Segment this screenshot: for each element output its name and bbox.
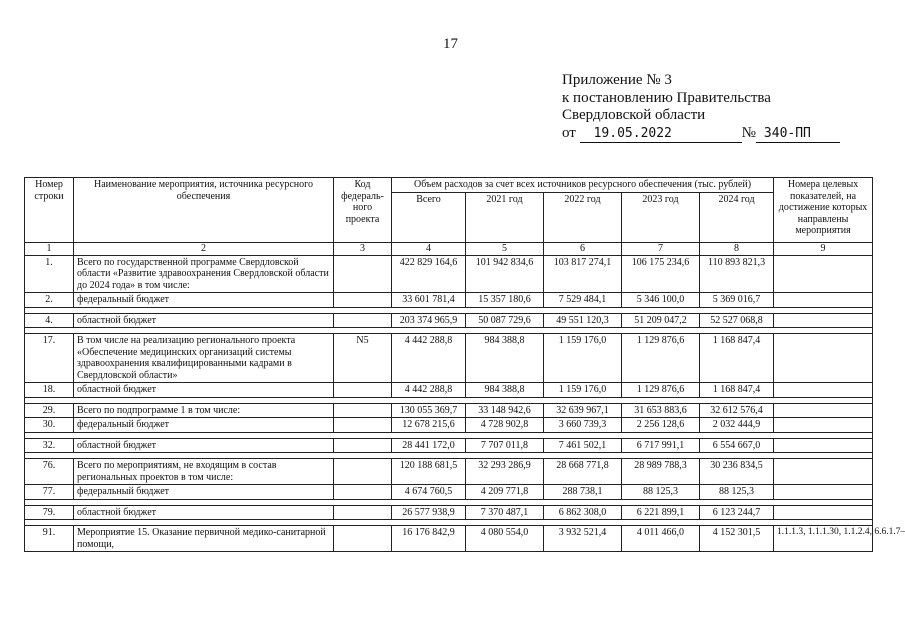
row-2022-cell: 288 738,1	[544, 485, 622, 500]
row-2023-cell: 1 129 876,6	[622, 334, 700, 383]
row-2024-cell: 1 168 847,4	[700, 334, 774, 383]
row-2022-cell: 7 461 502,1	[544, 438, 622, 453]
row-number-cell: 29.	[25, 403, 74, 418]
row-total-cell: 28 441 172,0	[392, 438, 466, 453]
row-2023-cell: 2 256 128,6	[622, 418, 700, 433]
row-total-cell: 26 577 938,9	[392, 505, 466, 520]
header-row-num: Номер строки	[25, 178, 74, 243]
row-name-cell: Всего по государственной программе Свердловской области «Развитие здравоохранения Свердловской области до 2024 года» в том числе:	[74, 255, 334, 293]
header-name: Наименование мероприятия, источника ресурсного обеспечения	[74, 178, 334, 243]
row-name-cell: Мероприятие 15. Оказание первичной медико-санитарной помощи,	[74, 526, 334, 552]
row-2023-cell: 6 221 899,1	[622, 505, 700, 520]
column-index-row	[25, 242, 873, 255]
row-total-cell: 4 442 288,8	[392, 334, 466, 383]
col-index: 6	[544, 242, 622, 255]
row-code-cell	[334, 383, 392, 398]
table-row	[25, 293, 873, 308]
row-name-cell: областной бюджет	[74, 383, 334, 398]
table-row	[25, 418, 873, 433]
row-2022-cell: 1 159 176,0	[544, 383, 622, 398]
row-code-cell	[334, 255, 392, 293]
row-number-cell: 2.	[25, 293, 74, 308]
row-code-cell	[334, 438, 392, 453]
header-total: Всего	[392, 192, 466, 242]
row-targets-cell	[774, 418, 873, 433]
row-targets-cell	[774, 485, 873, 500]
row-targets-cell: 1.1.1.3, 1.1.1.30, 1.1.2.4, 6.6.1.7–	[774, 526, 873, 552]
row-number-cell: 1.	[25, 255, 74, 293]
resolution-date: 19.05.2022	[580, 125, 742, 144]
col-index: 9	[774, 242, 873, 255]
row-2021-cell: 15 357 180,6	[466, 293, 544, 308]
row-2024-cell: 52 527 068,8	[700, 313, 774, 328]
row-name-cell: федеральный бюджет	[74, 418, 334, 433]
row-targets-cell	[774, 313, 873, 328]
row-2024-cell: 32 612 576,4	[700, 403, 774, 418]
col-index: 5	[466, 242, 544, 255]
table-row	[25, 403, 873, 418]
row-2024-cell: 5 369 016,7	[700, 293, 774, 308]
page-number: 17	[443, 36, 458, 52]
row-name-cell: В том числе на реализацию регионального проекта «Обеспечение медицинских организаций системы здравоохранения квалифицированными кадрами в Свердловской области»	[74, 334, 334, 383]
row-name-cell: Всего по подпрограмме 1 в том числе:	[74, 403, 334, 418]
row-name-cell: федеральный бюджет	[74, 485, 334, 500]
row-2023-cell: 4 011 466,0	[622, 526, 700, 552]
row-number-cell: 76.	[25, 459, 74, 485]
row-2024-cell: 6 554 667,0	[700, 438, 774, 453]
row-2023-cell: 1 129 876,6	[622, 383, 700, 398]
row-2023-cell: 51 209 047,2	[622, 313, 700, 328]
header-2021: 2021 год	[466, 192, 544, 242]
row-2024-cell: 2 032 444,9	[700, 418, 774, 433]
row-total-cell: 203 374 965,9	[392, 313, 466, 328]
row-targets-cell	[774, 403, 873, 418]
row-2021-cell: 984 388,8	[466, 383, 544, 398]
resource-table	[24, 177, 905, 552]
row-total-cell: 4 442 288,8	[392, 383, 466, 398]
row-2022-cell: 3 932 521,4	[544, 526, 622, 552]
row-number-cell: 17.	[25, 334, 74, 383]
row-number-cell: 4.	[25, 313, 74, 328]
row-targets-cell	[774, 505, 873, 520]
row-2023-cell: 28 989 788,3	[622, 459, 700, 485]
row-2021-cell: 7 707 011,8	[466, 438, 544, 453]
header-2023: 2023 год	[622, 192, 700, 242]
header-fed-code: Код федераль-ного проекта	[334, 178, 392, 243]
row-total-cell: 33 601 781,4	[392, 293, 466, 308]
row-targets-cell	[774, 334, 873, 383]
header-2024: 2024 год	[700, 192, 774, 242]
row-number-cell: 79.	[25, 505, 74, 520]
header-row-1	[25, 178, 873, 193]
row-2021-cell: 7 370 487,1	[466, 505, 544, 520]
row-2022-cell: 28 668 771,8	[544, 459, 622, 485]
table-row	[25, 485, 873, 500]
appendix-resolution: к постановлению Правительства	[562, 89, 771, 106]
col-index: 3	[334, 242, 392, 255]
appendix-block	[562, 72, 840, 143]
row-2024-cell: 4 152 301,5	[700, 526, 774, 552]
table-row	[25, 505, 873, 520]
row-2021-cell: 4 080 554,0	[466, 526, 544, 552]
table-row	[25, 526, 873, 552]
row-code-cell	[334, 485, 392, 500]
row-2022-cell: 49 551 120,3	[544, 313, 622, 328]
table-row	[25, 313, 873, 328]
row-total-cell: 130 055 369,7	[392, 403, 466, 418]
table-row	[25, 255, 873, 293]
row-2022-cell: 103 817 274,1	[544, 255, 622, 293]
row-2023-cell: 31 653 883,6	[622, 403, 700, 418]
row-2021-cell: 50 087 729,6	[466, 313, 544, 328]
row-code-cell	[334, 526, 392, 552]
row-total-cell: 16 176 842,9	[392, 526, 466, 552]
row-number-cell: 91.	[25, 526, 74, 552]
row-code-cell	[334, 505, 392, 520]
row-2024-cell: 6 123 244,7	[700, 505, 774, 520]
row-2024-cell: 1 168 847,4	[700, 383, 774, 398]
row-name-cell: Всего по мероприятиям, не входящим в состав региональных проектов в том числе:	[74, 459, 334, 485]
row-2023-cell: 88 125,3	[622, 485, 700, 500]
row-2021-cell: 4 209 771,8	[466, 485, 544, 500]
row-2021-cell: 984 388,8	[466, 334, 544, 383]
row-total-cell: 422 829 164,6	[392, 255, 466, 293]
appendix-region: Свердловской области	[562, 107, 706, 123]
row-number-cell: 32.	[25, 438, 74, 453]
row-2023-cell: 106 175 234,6	[622, 255, 700, 293]
from-label: от	[562, 124, 576, 141]
row-targets-cell	[774, 383, 873, 398]
table-body	[25, 255, 905, 552]
row-code-cell	[334, 313, 392, 328]
row-targets-cell	[774, 438, 873, 453]
row-name-cell: областной бюджет	[74, 313, 334, 328]
row-code-cell	[334, 403, 392, 418]
col-index: 2	[74, 242, 334, 255]
number-label: №	[741, 124, 756, 141]
row-2022-cell: 3 660 739,3	[544, 418, 622, 433]
row-2021-cell: 4 728 902,8	[466, 418, 544, 433]
table-row	[25, 459, 873, 485]
resolution-number: 340-ПП	[756, 125, 840, 144]
row-name-cell: областной бюджет	[74, 505, 334, 520]
row-name-cell: областной бюджет	[74, 438, 334, 453]
row-number-cell: 77.	[25, 485, 74, 500]
row-2024-cell: 30 236 834,5	[700, 459, 774, 485]
row-2022-cell: 6 862 308,0	[544, 505, 622, 520]
row-number-cell: 18.	[25, 383, 74, 398]
appendix-date-line	[562, 125, 840, 144]
table-row	[25, 383, 873, 398]
row-targets-cell	[774, 459, 873, 485]
row-targets-cell	[774, 293, 873, 308]
row-name-cell: федеральный бюджет	[74, 293, 334, 308]
col-index: 1	[25, 242, 74, 255]
row-2024-cell: 88 125,3	[700, 485, 774, 500]
header-targets: Номера целевых показателей, на достижение которых направлены мероприятия	[774, 178, 873, 243]
col-index: 7	[622, 242, 700, 255]
header-2022: 2022 год	[544, 192, 622, 242]
row-code-cell: N5	[334, 334, 392, 383]
row-2022-cell: 1 159 176,0	[544, 334, 622, 383]
row-number-cell: 30.	[25, 418, 74, 433]
row-code-cell	[334, 418, 392, 433]
row-2023-cell: 5 346 100,0	[622, 293, 700, 308]
row-2022-cell: 7 529 484,1	[544, 293, 622, 308]
col-index: 8	[700, 242, 774, 255]
header-volume: Объем расходов за счет всех источников ресурсного обеспечения (тыс. рублей)	[392, 178, 774, 193]
row-2021-cell: 32 293 286,9	[466, 459, 544, 485]
appendix-title: Приложение № 3	[562, 72, 672, 88]
table-row	[25, 438, 873, 453]
row-2021-cell: 33 148 942,6	[466, 403, 544, 418]
row-2021-cell: 101 942 834,6	[466, 255, 544, 293]
row-2022-cell: 32 639 967,1	[544, 403, 622, 418]
row-code-cell	[334, 459, 392, 485]
row-total-cell: 12 678 215,6	[392, 418, 466, 433]
row-total-cell: 4 674 760,5	[392, 485, 466, 500]
row-targets-cell	[774, 255, 873, 293]
row-2023-cell: 6 717 991,1	[622, 438, 700, 453]
row-total-cell: 120 188 681,5	[392, 459, 466, 485]
row-code-cell	[334, 293, 392, 308]
row-2024-cell: 110 893 821,3	[700, 255, 774, 293]
table-row	[25, 334, 873, 383]
col-index: 4	[392, 242, 466, 255]
